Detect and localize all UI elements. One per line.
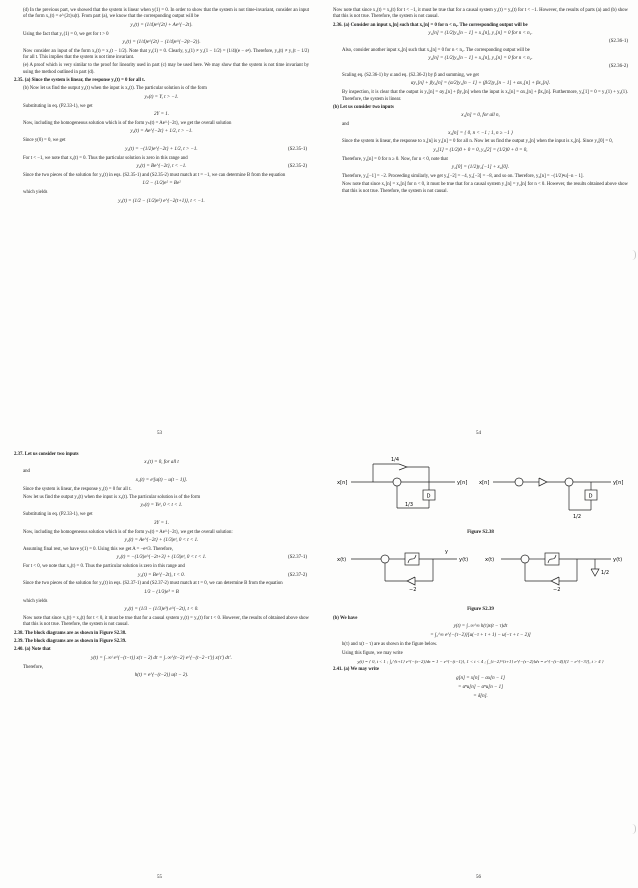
figure-s2-39 [333, 539, 628, 612]
problem-heading: 2.40. (a) Note that [14, 647, 51, 653]
paragraph: h(τ) and x(t − τ) are as shown in the figure below. [342, 642, 438, 648]
label-input: x[n] [337, 480, 348, 486]
equation-body: y₂(t) = −(1/2)e^{−2t} + 1/2, t > −1. [125, 146, 198, 152]
paragraph: Now, including the homogeneous solution which is of the form yₕ(t) = Ae^{−2t}, we get the overall solution [23, 120, 232, 126]
equation-body: y₁[n] = (1/2)y₁[n − 1] + x₁[n], y₁[n] = 0 for n < n₁. [428, 30, 533, 36]
equation-tag: (S2.37-1) [287, 555, 307, 561]
equation: y₁(t) = (1/4)e^{2t} + Ae^{−2t}. [130, 22, 193, 28]
paragraph: Using this figure, we may write [342, 650, 403, 656]
margin-mark [632, 824, 636, 834]
problem-heading: 2.35. (a) Since the system is linear, the response y₁(t) = 0 for all t. [14, 77, 145, 83]
equation [14, 573, 309, 579]
label-input: x[n] [479, 480, 490, 486]
paragraph: Now note that since x₁[n] = x₂[n] for n < 0, it must be true that for a causal system y₁[n] = y₂[n] for n < 0. However, the results obtained above show that this is not true. Therefore, the system is not causal. [342, 182, 628, 194]
figure-caption: Figure S2.38 [467, 530, 494, 535]
paragraph: Therefore, [23, 664, 44, 670]
problem-heading: (b) We have [333, 616, 358, 621]
equation-body: y₂[n] = (1/2)y₂[n − 1] + x₂[n], y₂[n] = 0 for n < n₂. [428, 56, 533, 62]
page-number: 53 [157, 431, 162, 436]
label-gain-bottom: 1/3 [405, 502, 414, 508]
paragraph: Substituting in eq. (P2.33-1), we get [23, 103, 93, 109]
equation: 3Y = 1. [154, 520, 169, 526]
page-number: 56 [476, 875, 481, 880]
equation: y(t) = ∫₋∞^∞ h(τ)x(t − τ)dτ [453, 624, 508, 630]
paragraph: (b) Now let us find the output y₂(t) when the input is x₂(t). The particular solution is of the form [23, 86, 207, 92]
label-output: y[n] [613, 480, 624, 486]
equation [14, 555, 309, 561]
equation: 1/3 − (1/3)e³ = B [144, 589, 179, 595]
equation: x₂[n] = { 0, n < −1 ; 1, n ≥ −1 } [448, 130, 513, 136]
equation: yₚ(t) = Y, t > −1. [144, 94, 179, 100]
paragraph: By inspection, it is clear that the output is y₃[n] = αy₁[n] + βy₂[n] when the input is x₃[n] = αx₁[n] + βx₂[n]. Furthermore, y₃[1] = 0 = y₁(1) + y₂(1). Therefore, the system is linear. [342, 90, 628, 102]
equation: x₁[n] = 0, for all n, [461, 113, 500, 119]
label-output: y(t) [613, 557, 623, 563]
paragraph: Now, including the homogeneous solution which is of the form yₕ(t) = Ae^{−2t}, we get the overall solution: [23, 529, 233, 535]
label-input: x(t) [485, 557, 495, 563]
equation: y₂(t) = (1/3 − (1/3)e³) e^{−2t}, t < 0. [124, 607, 199, 613]
equation-body: y₂(t) = Be^{−2t}, t < −1. [136, 163, 187, 169]
problem-heading: 2.39. The block diagrams are as shown in Figure S2.39. [14, 639, 127, 645]
equation: g[n] = x[n] − αx[n − 1] [456, 675, 505, 681]
paragraph: Now note that since x₁(t) = x₂(t) for t < 0, it must be true that for a causal system y₁(t) = y₂(t) for t < 0. However, the results of obtained above show that this is not true. Therefore, the system is not causal. [23, 616, 309, 628]
paragraph: and [23, 469, 30, 475]
paragraph: Since the system is linear, the response to x₁[n] is y₁[n] = 0 for all n. Now let us find the output y₂[n] when the input is x₂[n]. Since y₂[0] = 0, [342, 139, 613, 145]
equation: = δ[n]. [473, 693, 488, 699]
page-54 [319, 0, 638, 444]
paragraph: Therefore, y₂[−1] = −2. Proceeding similarly, we get y₂[−2] = −4, y₂[−3] = −8, and so on. Therefore, y₂[n] = −(1/2)ⁿu[−n − 1]. [342, 174, 584, 180]
paragraph: Assuming final rest, we have y(1) = 0. Using this we get A = −e²/3. Therefore, [23, 546, 174, 552]
block-diagram-s2-39 [333, 539, 628, 601]
page-56 [319, 444, 638, 888]
equation: = αⁿu[n] − αⁿu[n − 1] [457, 684, 504, 690]
equation-tag: (S2.37-2) [287, 572, 307, 578]
paragraph: (e) A proof which is very similar to the proof for linearity used in part (c) may be used here. We may show that the system is not time invariant by using the method outlined in part (d). [23, 63, 309, 75]
paragraph: Since the two pieces of the solution for y₂(t) in eqs. (S2.37-1) and (S2.37-2) must match at t = 0, we can determine B from the equation [23, 581, 283, 587]
label-delay: D [588, 493, 593, 500]
page-55 [0, 444, 319, 888]
block-diagram-s2-38 [333, 454, 628, 524]
equation: y(t) = { 0, t < 1 ; ∫₂^{t+1} e^{−(τ−2)}dτ = 1 − e^{−(t−1)}, 1 < t < 4 ; ∫_{t−2}^{t+1} e^{−(τ−2)}dτ = e^{−(t−4)}[1 − e^{−3}], t > 4 } [357, 658, 604, 664]
paragraph: which yields [23, 190, 48, 196]
problem-heading: 2.37. Let us consider two inputs [14, 452, 79, 457]
equation [333, 31, 628, 37]
equation: y₂(t) = (1/2 − (1/2)e²) e^{−2(t+1)}, t < −1. [118, 198, 205, 204]
problem-heading: (b) Let us consider two inputs [333, 104, 394, 110]
figure-caption: Figure S2.39 [467, 607, 494, 612]
label-output: y(t) [459, 557, 469, 563]
equation [14, 164, 309, 170]
equation-tag: (S2.36-1) [608, 38, 628, 44]
label-gain: −2 [409, 587, 417, 593]
equation: αy₁[n] + βy₂[n] = (α/2)y₁[n − 1] + (β/2)y₂[n − 1] + αx₁[n] + βx₂[n]. [410, 81, 551, 87]
paragraph: Using the fact that y₁(1) = 0, we get for t > 0 [23, 31, 109, 37]
equation: y₂[0] = (1/2)y₂[−1] + x₂[0]. [451, 165, 510, 171]
equation-tag: (S2.36-2) [608, 64, 628, 70]
page-number: 54 [476, 431, 481, 436]
paragraph: For t < 0, we note that x₂(t) = 0. Thus the particular solution is zero in this range and [23, 564, 185, 570]
paragraph: (d) In the previous part, we showed that the system is linear when y(1) = 0. In order to show that the system is not time-invariant, consider an input of the form x₁(t) = e^{2t}u(t). From part (a), we know that the corresponding output will be [23, 8, 309, 20]
paragraph: and [342, 122, 349, 128]
equation: 2Y = 1. [154, 112, 169, 118]
equation: x₁(t) = 0, for all t [144, 460, 179, 466]
problem-heading: 2.41. (a) We may write [333, 667, 380, 673]
paragraph: Since y(0) = 0, we get [23, 138, 66, 144]
equation [14, 147, 309, 153]
equation: 1/2 − (1/2)e² = Be² [142, 181, 181, 187]
equation-tag: (S2.35-1) [287, 146, 307, 152]
paragraph: Now note that since x₁(t) = x₂(t) for t < −1, it must be true that for a causal system y₁(t) = y₂(t) for t < −1. However, the results of parts (a) and (b) show that this is not true. Therefore, the system is not causal. [333, 8, 628, 20]
equation: y(t) = ∫₋∞ᵗ e^{−(t−τ)} x(τ − 2) dτ = ∫₋∞^{t−2} e^{−(t−2−τ′)} x(τ′) dτ′. [91, 655, 232, 661]
paragraph: Since the two pieces of the solution for y₂(t) in eqs. (S2.35-1) and (S2.35-2) must match at t = −1, we can determine B from the equation [23, 172, 286, 178]
page-number: 55 [157, 875, 162, 880]
paragraph: For t < −1, we note that x₂(t) = 0. Thus the particular solution is zero in this range and [23, 155, 188, 161]
label-output: y[n] [457, 480, 468, 486]
equation: y₂[1] = (1/2)0 + 0 = 0, y₂[2] = (1/2)0 + 0 = 0, [433, 147, 528, 153]
equation-body: y₂(t) = Be^{−2t}, t < 0. [138, 572, 185, 578]
paragraph: Also, consider another input x₂[n] such that x₂[n] = 0 for n < n₂. The corresponding output will be [342, 47, 530, 53]
label-gain-top: 1/4 [391, 457, 400, 463]
equation-tag: (S2.35-2) [287, 163, 307, 169]
problem-heading: 2.38. The block diagrams are as shown in Figure S2.38. [14, 630, 127, 636]
equation: = ∫₂^∞ e^{−(τ−2)}[u(−τ + t + 1) − u(−τ + t − 2)] [430, 633, 531, 639]
equation: x₂(t) = eᵗ[u(t) − u(t − 1)]. [135, 477, 188, 483]
equation: y₁(t) = (1/4)e^{2t} − (1/4)e^{−2(t−2)}. [122, 39, 201, 45]
label-delay: D [426, 493, 431, 500]
paragraph: Scaling eq. (S2.36-1) by α and eq. (S2.36-2) by β and summing, we get [342, 73, 479, 78]
paragraph: Now let us find the output y₂(t) when the input is x₂(t). The particular solution is of the form [23, 494, 201, 500]
paragraph: Now consider an input of the form x₂(t) = x₁(t − 1/2). Note that y₂(1) = 0. Clearly, y₂(1) ≠ y₁(1 − 1/2) = (1/4)(e − e²). Therefore, y₂(t) ≠ y₁(t − 1/2) for all t. This implies that the system is not time invariant. [23, 48, 309, 60]
equation: y₂(t) = Ae^{−2t} + 1/2, t > −1. [130, 129, 193, 135]
problem-heading: 2.36. (a) Consider an input x₁[n] such that x₁[n] = 0 for n < n₁. The corresponding output will be [333, 22, 528, 28]
label-gain: 1/2 [573, 514, 582, 520]
label-input: x(t) [337, 557, 347, 563]
figure-s2-38 [333, 454, 628, 535]
paragraph: which yields [23, 598, 48, 604]
paragraph: Substituting in eq. (P2.33-1), we get [23, 512, 93, 518]
equation [333, 56, 628, 62]
paragraph: Since the system is linear, the response y₁(t) = 0 for all t. [23, 486, 132, 492]
margin-mark [632, 250, 636, 260]
equation-body: y₂(t) = −(1/3)e^{−2t+3} + (1/3)eᵗ, 0 < t < 1. [116, 555, 207, 561]
equation: y₂(t) = Ae^{−2t} + (1/3)eᵗ, 0 < t < 1. [124, 537, 199, 543]
label-side-gain: 1/2 [601, 570, 610, 576]
equation: yₚ(t) = Yeᵗ, 0 < t < 1. [140, 503, 183, 509]
equation: h(t) = e^{−(t−2)} u(t − 2). [134, 673, 189, 679]
paragraph: Therefore, y₂[n] = 0 for n ≥ 0. Now, for n < 0, note that [342, 156, 448, 162]
label-gain: −2 [553, 587, 561, 593]
page-53 [0, 0, 319, 444]
label-top: y [445, 549, 448, 555]
